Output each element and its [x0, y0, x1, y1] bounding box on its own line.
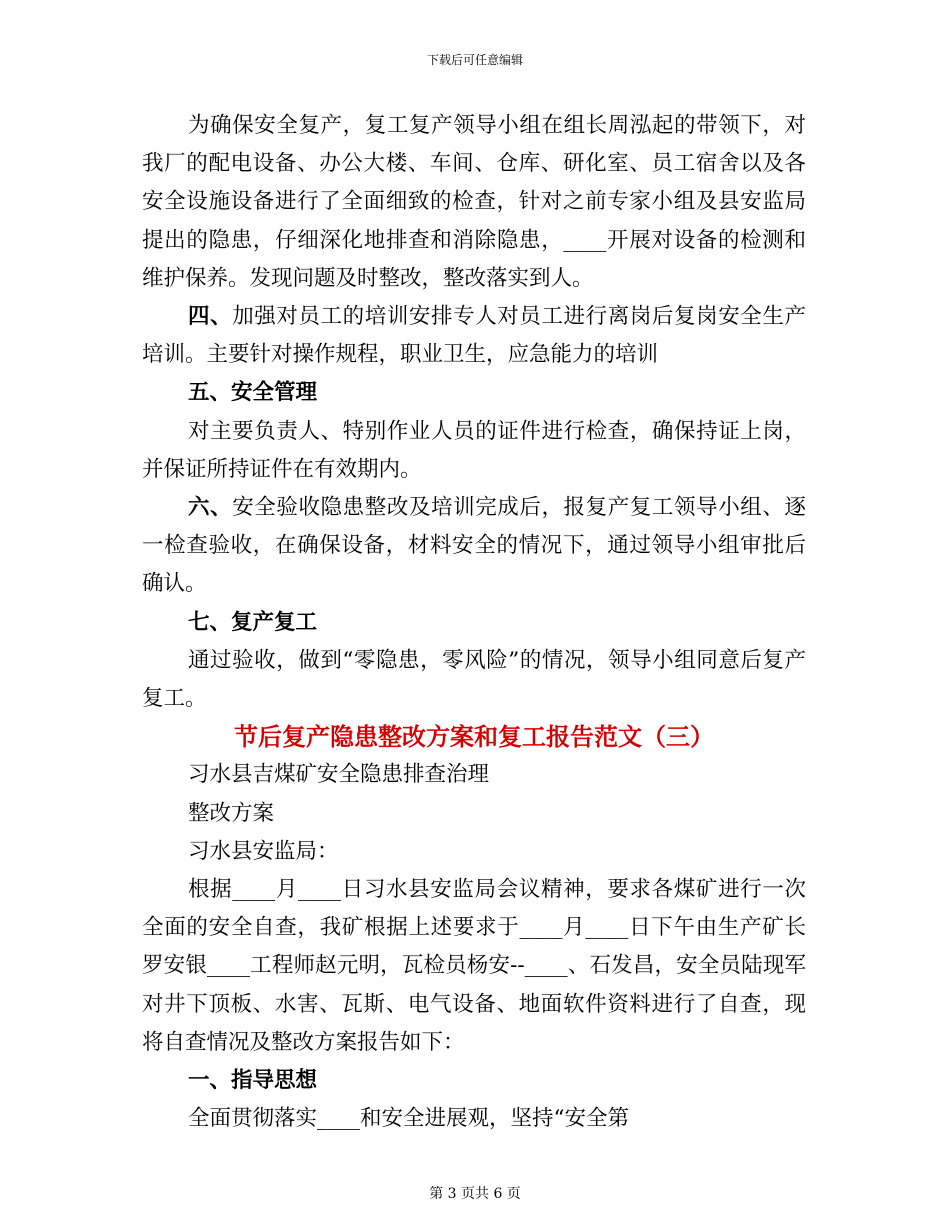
- page-header: 下载后可任意编辑: [426, 53, 523, 67]
- page-footer: 第 3 页共 6 页: [429, 1186, 521, 1202]
- heading-guiding-ideology: 一、指导思想: [188, 1068, 318, 1094]
- paragraph-training-text: 加强对员工的培训安排专人对员工进行离岗后复岗安全生产培训。主要针对操作规程，职业卫生，应急能力的培训: [142, 304, 806, 368]
- heading-resume-production: 七、复产复工: [188, 609, 318, 635]
- section-number-4: 四、: [188, 304, 233, 330]
- paragraph-zero-risk: 通过验收，做到“零隐患，零风险”的情况，领导小组同意后复产复工。: [142, 647, 806, 712]
- line-addressee: 习水县安监局：: [188, 838, 339, 864]
- line-rectification-plan: 整改方案: [188, 800, 275, 826]
- paragraph-inspection: 为确保安全复产，复工复产领导小组在组长周泓起的带领下，对我厂的配电设备、办公大楼、车间、仓库、研化室、员工宿舍以及各安全设施设备进行了全面细致的检查，针对之前专家小组及县安监局提出的隐患，仔细深化地排查和消除隐患，____开展对设备的检测和维护保养。发现问题及时整改，整改落实到人。: [142, 113, 806, 291]
- paragraph-implementation: 全面贯彻落实____和安全进展观，坚持“安全第: [188, 1106, 629, 1132]
- paragraph-acceptance: [142, 489, 806, 604]
- document-body: [142, 107, 806, 1138]
- section-title: 节后复产隐患整改方案和复工报告范文（三）: [234, 722, 714, 752]
- paragraph-self-inspection: 根据____月____日习水县安监局会议精神，要求各煤矿进行一次全面的安全自查，我矿根据上述要求于____月____日下午由生产矿长罗安银____工程师赵元明，瓦检员杨安--____、石发昌，安全员陆现军对井下顶板、水害、瓦斯、电气设备、地面软件资料进行了自查，现将自查情况及整改方案报告如下：: [142, 877, 806, 1055]
- paragraph-certificates: 对主要负责人、特别作业人员的证件进行检查，确保持证上岗，并保证所持证件在有效期内。: [142, 418, 806, 482]
- section-number-6: 六、: [188, 495, 233, 521]
- paragraph-training: [142, 298, 806, 374]
- heading-safety-management: 五、安全管理: [188, 380, 318, 406]
- paragraph-acceptance-text: 安全验收隐患整改及培训完成后，报复产复工领导小组、逐一检查验收，在确保设备，材料安全的情况下，通过领导小组审批后确认。: [142, 495, 806, 597]
- line-mine-title: 习水县吉煤矿安全隐患排查治理: [188, 762, 490, 788]
